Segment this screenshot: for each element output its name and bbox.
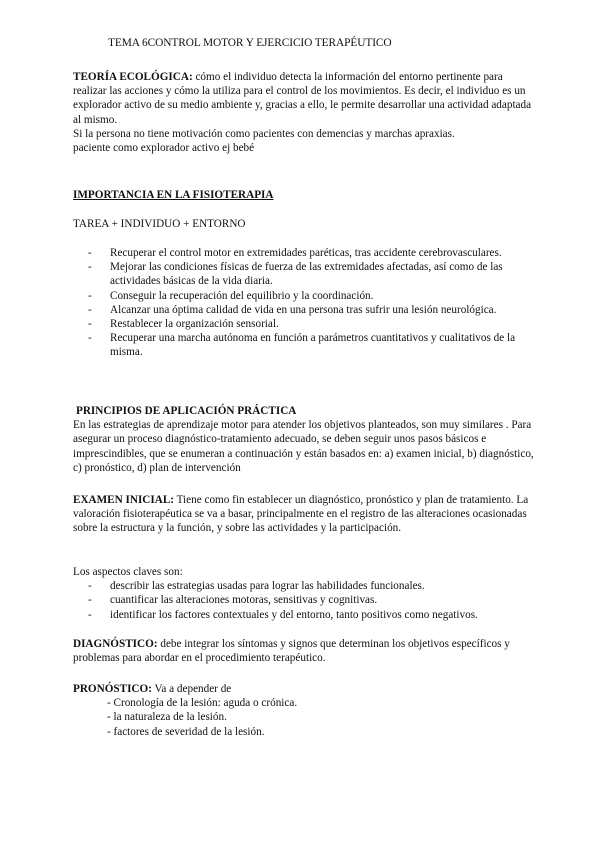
pronostico-text: Va a depender de xyxy=(151,683,232,695)
teoria-paragraph xyxy=(73,70,533,127)
importancia-list xyxy=(73,246,523,360)
aspectos-intro: Los aspectos claves son: xyxy=(73,566,183,578)
section-principios xyxy=(73,404,535,475)
section-importancia xyxy=(73,188,533,202)
diagnostico-paragraph xyxy=(73,637,533,665)
list-item: - la naturaleza de la lesión. xyxy=(107,711,227,724)
pronostico-heading: PRONÓSTICO: xyxy=(73,683,152,695)
principios-text: En las estrategias de aprendizaje motor para atender los objetivos planteados, son muy similares . Para asegurar un proceso diagnóstico-tratamiento adecuado, se deben seguir unos pasos básicos e imprescindibles, que se enumeran a continuación y están basados en: a) examen inicial, b) diagnóstico, c) pronóstico, d) plan de intervención xyxy=(73,419,534,474)
pronostico-paragraph xyxy=(73,682,533,696)
section-examen-inicial xyxy=(73,493,533,536)
diagnostico-heading: DIAGNÓSTICO: xyxy=(73,638,158,650)
importancia-formula-block xyxy=(73,217,533,231)
list-item: - Cronología de la lesión: aguda o crónica. xyxy=(107,697,298,710)
aspectos-list xyxy=(73,579,533,622)
teoria-heading: TEORÍA ECOLÓGICA: xyxy=(73,71,193,83)
list-item: - describir las estrategias usadas para lograr las habilidades funcionales. xyxy=(73,579,533,593)
pronostico-list xyxy=(73,696,533,739)
section-teoria-ecologica xyxy=(73,70,533,155)
examen-text: Tiene como fin establecer un diagnóstico, pronóstico y plan de tratamiento. La valoración fisioterapéutica se va a basar, principalmente en el registro de las alteraciones ocasionadas sobre la estructura y la función, y sobre las actividades y la participación. xyxy=(73,494,529,535)
list-item: - cuantificar las alteraciones motoras, sensitivas y cognitivas. xyxy=(73,593,533,607)
principios-heading: PRINCIPIOS DE APLICACIÓN PRÁCTICA xyxy=(76,405,297,417)
list-item: - Alcanzar una óptima calidad de vida en una persona tras sufrir una lesión neurológica. xyxy=(73,303,523,317)
section-pronostico xyxy=(73,682,533,739)
page-header: TEMA 6CONTROL MOTOR Y EJERCICIO TERAPÉUTICO xyxy=(108,37,392,49)
list-item: - Mejorar las condiciones físicas de fuerza de las extremidades afectadas, así como de las actividades básicas de la vida diaria. xyxy=(73,260,523,288)
list-item: - Conseguir la recuperación del equilibrio y la coordinación. xyxy=(73,289,523,303)
examen-heading: EXAMEN INICIAL: xyxy=(73,494,175,506)
importancia-formula: TAREA + INDIVIDUO + ENTORNO xyxy=(73,218,246,230)
importancia-heading: IMPORTANCIA EN LA FISIOTERAPIA xyxy=(73,189,274,201)
examen-paragraph xyxy=(73,493,533,536)
list-item: - Restablecer la organización sensorial. xyxy=(73,317,523,331)
list-item: - Recuperar una marcha autónoma en función a parámetros cuantitativos y cualitativos de la misma. xyxy=(73,331,523,359)
section-aspectos xyxy=(73,565,533,622)
diagnostico-text: debe integrar los síntomas y signos que determinan los objetivos específicos y problemas para abordar en el procedimiento terapéutico. xyxy=(73,638,510,665)
list-item: - identificar los factores contextuales y del entorno, tanto positivos como negativos. xyxy=(73,608,533,622)
importancia-list-block xyxy=(73,246,523,360)
teoria-line-3: paciente como explorador activo ej bebé xyxy=(73,142,255,155)
teoria-line-2: Si la persona no tiene motivación como pacientes con demencias y marchas apraxias. xyxy=(73,127,455,140)
teoria-text: cómo el individuo detecta la información del entorno pertinente para realizar las acciones y cómo la utiliza para el control de los movimientos. Es decir, el individuo es un explorador activo de su medio ambiente y, gracias a ello, le permite desarrollar una actividad adaptada al mismo. xyxy=(73,71,532,126)
section-diagnostico xyxy=(73,637,533,665)
list-item: - factores de severidad de la lesión. xyxy=(107,725,265,738)
list-item: - Recuperar el control motor en extremidades paréticas, tras accidente cerebrovasculares. xyxy=(73,246,523,260)
